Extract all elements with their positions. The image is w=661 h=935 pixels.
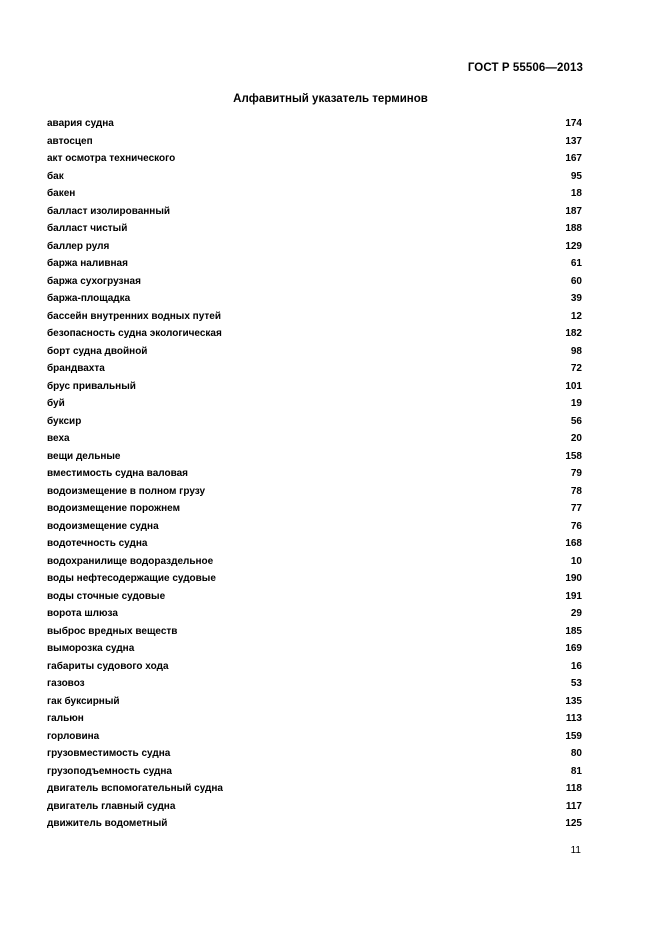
index-page-ref: 191 xyxy=(565,590,582,602)
index-page-ref: 158 xyxy=(565,450,582,462)
index-term: воды нефтесодержащие судовые xyxy=(47,573,216,584)
index-term: габариты судового хода xyxy=(47,660,169,672)
index-entry xyxy=(47,378,582,396)
index-page-ref: 117 xyxy=(565,800,582,812)
index-term: баржа наливная xyxy=(47,258,128,269)
index-entry xyxy=(47,273,582,291)
index-term: двигатель вспомогательный судна xyxy=(47,783,223,794)
index-term: баржа сухогрузная xyxy=(47,275,141,287)
index-page-ref: 29 xyxy=(570,608,582,619)
index-page-ref: 174 xyxy=(565,118,582,129)
index-page-ref: 118 xyxy=(565,783,582,794)
index-term: воды сточные судовые xyxy=(47,590,166,602)
index-page-ref: 95 xyxy=(570,170,582,182)
index-term: газовоз xyxy=(47,678,85,689)
index-entry xyxy=(47,693,582,711)
index-page-ref: 187 xyxy=(565,205,582,217)
index-page-ref: 19 xyxy=(570,398,582,409)
index-term: брус привальный xyxy=(47,380,136,392)
index-page-ref: 129 xyxy=(565,240,582,252)
index-term: гак буксирный xyxy=(47,695,120,707)
index-term: борт судна двойной xyxy=(47,345,148,357)
index-page-ref: 78 xyxy=(570,485,582,497)
index-page-ref: 167 xyxy=(565,153,582,164)
index-page-ref: 135 xyxy=(565,695,582,707)
index-page-ref: 125 xyxy=(565,818,582,829)
index-entry xyxy=(47,343,582,361)
index-entry xyxy=(47,710,582,728)
index-term: балласт изолированный xyxy=(47,205,171,217)
index-term: выброс вредных веществ xyxy=(47,625,178,637)
index-term: баржа-площадка xyxy=(47,293,131,304)
index-page-ref: 72 xyxy=(570,363,582,374)
index-page-ref: 77 xyxy=(570,503,582,514)
index-term: вещи дельные xyxy=(47,450,121,462)
index-entry xyxy=(47,360,582,378)
index-page-ref: 113 xyxy=(565,713,582,724)
index-entry xyxy=(47,308,582,326)
index-term: грузовместимость судна xyxy=(47,748,171,759)
index-page-ref: 101 xyxy=(565,380,582,392)
index-title: Алфавитный указатель терминов xyxy=(233,93,428,105)
index-entry xyxy=(47,798,582,816)
index-page-ref: 39 xyxy=(570,293,582,304)
index-entry xyxy=(47,675,582,693)
index-term: безопасность судна экологическая xyxy=(47,328,222,339)
page-number: 11 xyxy=(570,845,581,856)
index-term: гальюн xyxy=(47,713,84,724)
index-page-ref: 60 xyxy=(570,275,582,287)
index-page-ref: 190 xyxy=(565,573,582,584)
index-entry xyxy=(47,815,582,833)
index-entry xyxy=(47,325,582,343)
index-entry xyxy=(47,220,582,238)
index-page-ref: 10 xyxy=(570,555,582,567)
index-entry xyxy=(47,448,582,466)
index-page-ref: 12 xyxy=(570,310,582,322)
index-page-ref: 56 xyxy=(570,415,582,427)
index-page-ref: 79 xyxy=(570,468,582,479)
index-term: брандвахта xyxy=(47,363,105,374)
index-term: балласт чистый xyxy=(47,223,128,234)
index-entry xyxy=(47,238,582,256)
index-page-ref: 168 xyxy=(565,538,582,549)
index-page-ref: 18 xyxy=(570,188,582,199)
index-term: вместимость судна валовая xyxy=(47,468,188,479)
index-entry xyxy=(47,133,582,151)
index-entry xyxy=(47,203,582,221)
index-page-ref: 137 xyxy=(565,135,582,147)
index-term: бассейн внутренних водных путей xyxy=(47,310,221,322)
index-entry xyxy=(47,570,582,588)
index-entry xyxy=(47,745,582,763)
index-page-ref: 188 xyxy=(565,223,582,234)
index-page-ref: 76 xyxy=(570,520,582,532)
index-entry xyxy=(47,605,582,623)
index-term: веха xyxy=(47,433,70,444)
index-entry xyxy=(47,430,582,448)
index-term: авария судна xyxy=(47,118,114,129)
index-page-ref: 20 xyxy=(570,433,582,444)
index-entry xyxy=(47,413,582,431)
index-term: водоизмещение в полном грузу xyxy=(47,485,206,497)
index-term: автосцеп xyxy=(47,135,93,147)
term-index-list xyxy=(47,115,582,833)
index-term: ворота шлюза xyxy=(47,608,118,619)
index-term: буксир xyxy=(47,415,82,427)
index-entry xyxy=(47,115,582,133)
index-term: водохранилище водораздельное xyxy=(47,555,214,567)
index-entry xyxy=(47,640,582,658)
index-term: буй xyxy=(47,398,65,409)
index-entry xyxy=(47,553,582,571)
index-entry xyxy=(47,168,582,186)
index-entry xyxy=(47,535,582,553)
index-page-ref: 182 xyxy=(565,328,582,339)
index-page-ref: 80 xyxy=(570,748,582,759)
index-page-ref: 16 xyxy=(570,660,582,672)
index-entry xyxy=(47,255,582,273)
index-term: баллер руля xyxy=(47,240,110,252)
document-code: ГОСТ Р 55506—2013 xyxy=(467,62,583,74)
index-entry xyxy=(47,465,582,483)
index-page-ref: 98 xyxy=(570,345,582,357)
index-term: бак xyxy=(47,170,64,182)
index-entry xyxy=(47,658,582,676)
index-term: движитель водометный xyxy=(47,818,168,829)
index-term: горловина xyxy=(47,730,100,742)
index-page-ref: 169 xyxy=(565,643,582,654)
index-page-ref: 81 xyxy=(570,765,582,777)
index-entry xyxy=(47,483,582,501)
index-page-ref: 61 xyxy=(570,258,582,269)
index-term: водоизмещение судна xyxy=(47,520,159,532)
index-term: двигатель главный судна xyxy=(47,800,176,812)
index-entry xyxy=(47,728,582,746)
index-entry xyxy=(47,150,582,168)
index-entry xyxy=(47,588,582,606)
index-term: водоизмещение порожнем xyxy=(47,503,180,514)
index-entry xyxy=(47,518,582,536)
index-entry xyxy=(47,290,582,308)
index-page-ref: 53 xyxy=(570,678,582,689)
index-term: бакен xyxy=(47,188,76,199)
index-term: выморозка судна xyxy=(47,643,135,654)
index-entry xyxy=(47,763,582,781)
index-term: акт осмотра технического xyxy=(47,153,176,164)
index-page-ref: 185 xyxy=(565,625,582,637)
index-term: водотечность судна xyxy=(47,538,148,549)
index-entry xyxy=(47,623,582,641)
index-entry xyxy=(47,185,582,203)
index-entry xyxy=(47,780,582,798)
index-term: грузоподъемность судна xyxy=(47,765,172,777)
index-entry xyxy=(47,500,582,518)
index-page-ref: 159 xyxy=(565,730,582,742)
index-entry xyxy=(47,395,582,413)
